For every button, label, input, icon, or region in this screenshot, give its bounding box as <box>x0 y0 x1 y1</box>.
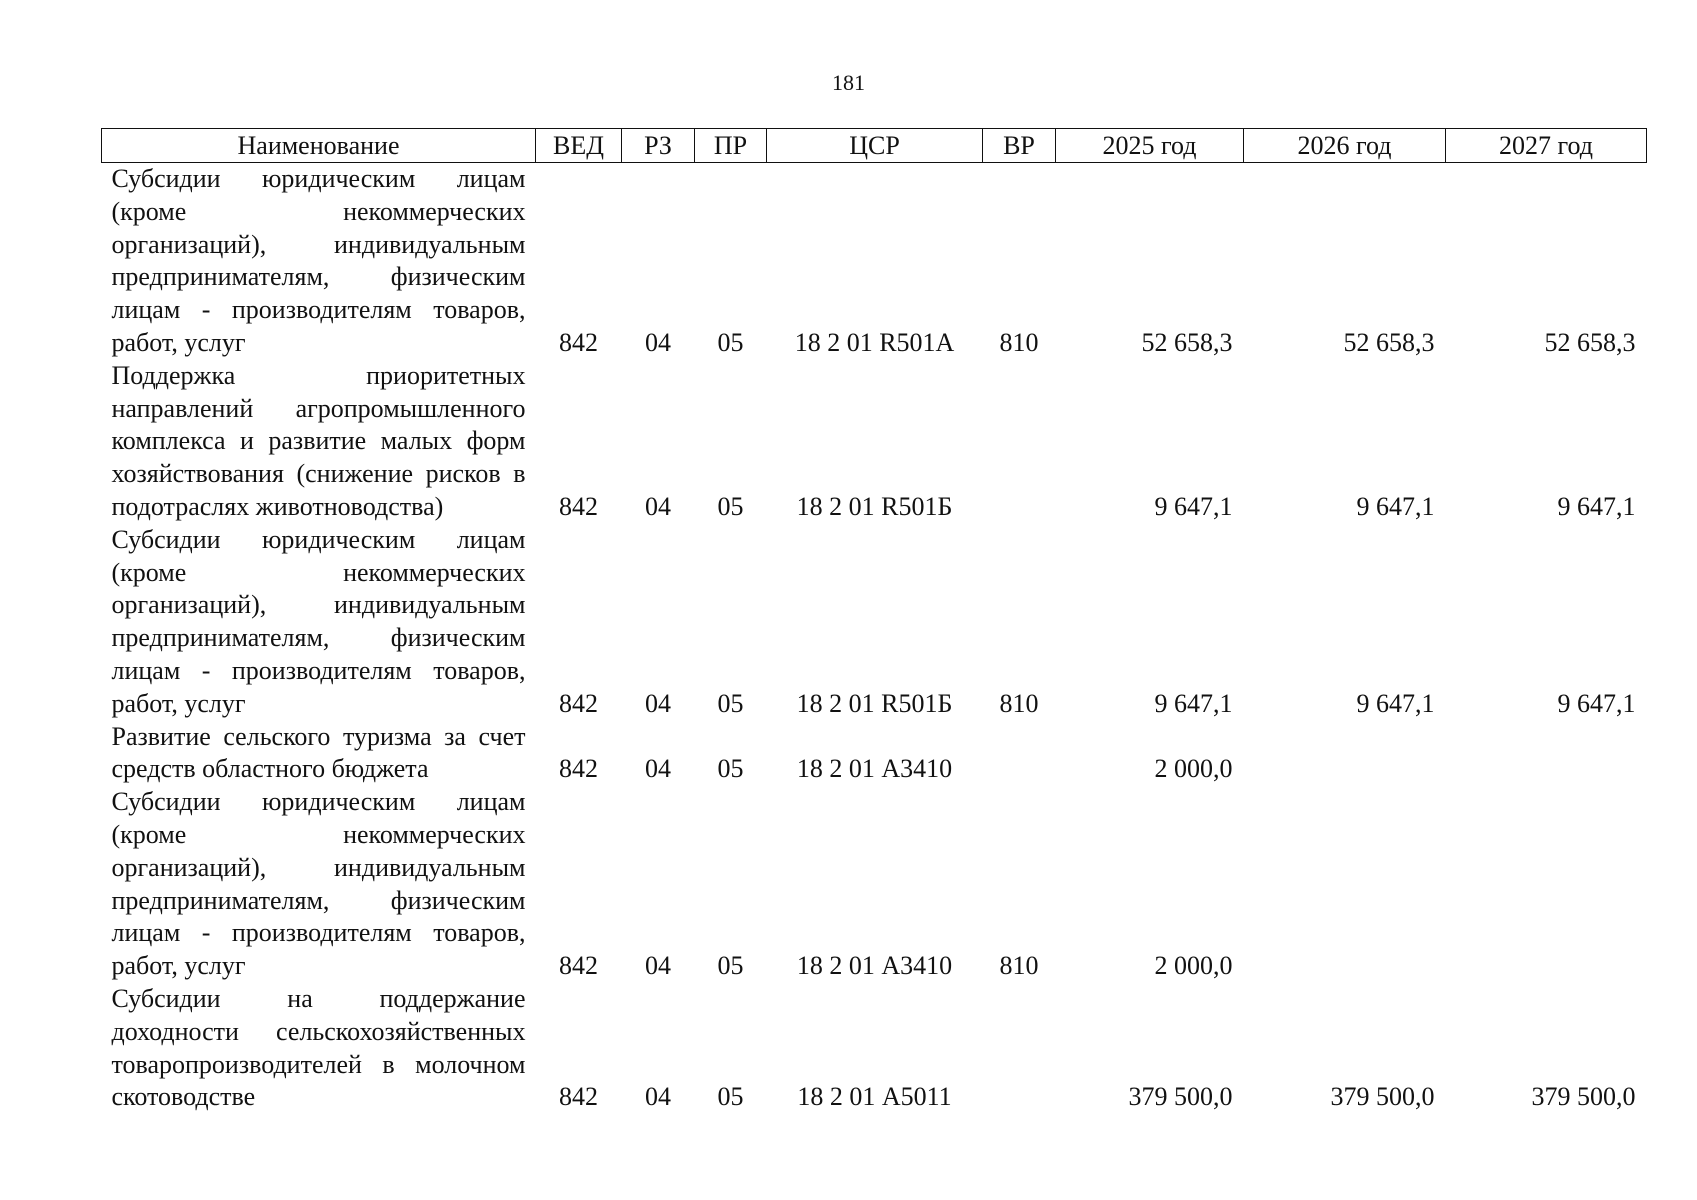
row-csr: 18 2 01 А3410 <box>796 951 953 981</box>
row-csr: 18 2 01 R501Б <box>796 491 953 521</box>
row-vr <box>983 721 1056 787</box>
row-vr: 810 <box>999 327 1039 357</box>
row-name: Поддержка приоритетных направлений агропромышленного комплекса и развитие малых форм хозяйствования (снижение рисков в подотраслях животноводства) <box>111 360 526 521</box>
row-2027 <box>1446 721 1647 787</box>
row-2025: 2 000,0 <box>1154 951 1233 981</box>
row-name: Развитие сельского туризма за счет средств областного бюджета <box>111 721 526 784</box>
row-vr <box>983 983 1056 1114</box>
row-2027: 9 647,1 <box>1557 688 1636 718</box>
row-2025: 9 647,1 <box>1154 491 1233 521</box>
row-2025: 9 647,1 <box>1154 688 1233 718</box>
budget-table <box>101 128 1647 1114</box>
row-rz: 04 <box>645 1082 671 1112</box>
row-2025: 379 500,0 <box>1128 1082 1233 1112</box>
row-2027: 52 658,3 <box>1544 327 1636 357</box>
page-number: 181 <box>832 70 865 95</box>
header-csr: ЦСР <box>767 129 983 163</box>
row-csr: 18 2 01 А5011 <box>797 1082 952 1112</box>
row-rz: 04 <box>645 951 671 981</box>
row-2027: 9 647,1 <box>1557 491 1636 521</box>
row-csr: 18 2 01 R501Б <box>796 688 953 718</box>
table-row <box>102 360 1647 524</box>
row-2027: 379 500,0 <box>1531 1082 1636 1112</box>
row-rz: 04 <box>645 327 671 357</box>
row-pr: 05 <box>717 327 744 357</box>
row-ved: 842 <box>559 1082 598 1112</box>
row-2026 <box>1244 786 1446 983</box>
header-2026: 2026 год <box>1244 129 1446 163</box>
row-vr <box>983 360 1056 524</box>
row-name: Субсидии юридическим лицам (кроме некоммерческих организаций), индивидуальным предпринимателям, физическим лицам - производителям товаров, работ, услуг <box>111 524 526 718</box>
row-ved: 842 <box>559 491 598 521</box>
row-ved: 842 <box>559 951 598 981</box>
row-csr: 18 2 01 R501А <box>794 327 955 357</box>
table-row <box>102 721 1647 787</box>
row-ved: 842 <box>559 688 598 718</box>
row-2027 <box>1446 786 1647 983</box>
row-name: Субсидии на поддержание доходности сельскохозяйственных товаропроизводителей в молочном скотоводстве <box>111 983 526 1112</box>
header-vr: ВР <box>983 129 1056 163</box>
row-pr: 05 <box>717 491 744 521</box>
row-2026: 9 647,1 <box>1356 491 1435 521</box>
header-name: Наименование <box>102 129 536 163</box>
table-row <box>102 163 1647 360</box>
row-2026 <box>1244 721 1446 787</box>
row-2026: 52 658,3 <box>1343 327 1435 357</box>
table-row <box>102 524 1647 721</box>
row-2025: 2 000,0 <box>1154 754 1233 784</box>
header-pr: ПР <box>695 129 767 163</box>
row-2026: 9 647,1 <box>1356 688 1435 718</box>
table-row <box>102 983 1647 1114</box>
row-pr: 05 <box>717 688 744 718</box>
row-pr: 05 <box>717 1082 744 1112</box>
header-rz: РЗ <box>622 129 695 163</box>
header-2025: 2025 год <box>1056 129 1244 163</box>
row-name: Субсидии юридическим лицам (кроме некоммерческих организаций), индивидуальным предпринимателям, физическим лицам - производителям товаров, работ, услуг <box>111 787 526 981</box>
table-row <box>102 786 1647 983</box>
row-2026: 379 500,0 <box>1330 1082 1435 1112</box>
row-rz: 04 <box>645 688 671 718</box>
row-vr: 810 <box>999 951 1039 981</box>
row-name: Субсидии юридическим лицам (кроме некоммерческих организаций), индивидуальным предпринимателям, физическим лицам - производителям товаров, работ, услуг <box>111 164 526 357</box>
header-row <box>102 129 1647 163</box>
header-ved: ВЕД <box>536 129 622 163</box>
row-ved: 842 <box>559 327 598 357</box>
row-vr: 810 <box>999 688 1039 718</box>
row-pr: 05 <box>717 754 744 784</box>
row-pr: 05 <box>717 951 744 981</box>
header-2027: 2027 год <box>1446 129 1647 163</box>
row-ved: 842 <box>559 754 598 784</box>
row-rz: 04 <box>645 754 671 784</box>
row-rz: 04 <box>645 491 671 521</box>
row-2025: 52 658,3 <box>1141 327 1233 357</box>
row-csr: 18 2 01 А3410 <box>796 754 953 784</box>
